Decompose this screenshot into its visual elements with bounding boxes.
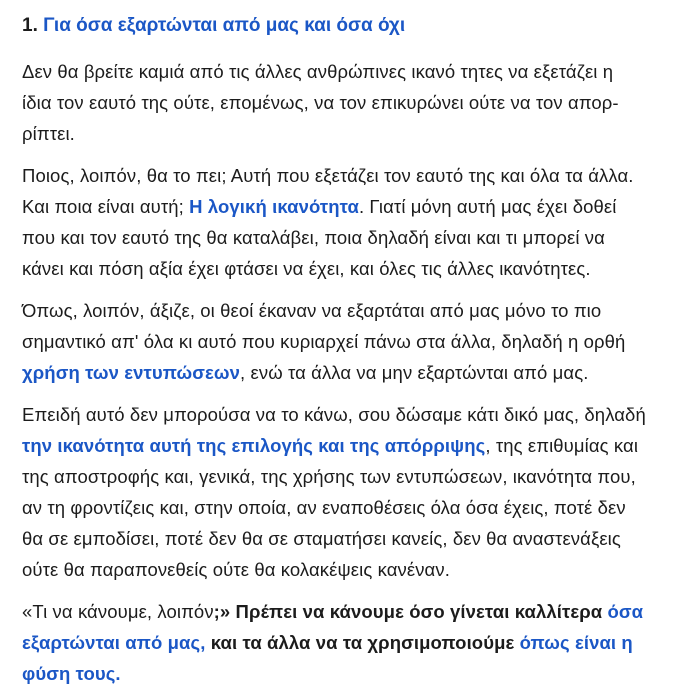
text-run: 1. [22,15,44,36]
emphasis-text: την ικανότητα αυτή της επιλογής και της απόρριψης [22,435,486,456]
text-run: Ποιος, λοιπόν, θα το πει; Αυτή που εξετάζει τον εαυτό της και όλα τα άλλα. [22,165,634,186]
text-line [22,523,680,554]
text-line [22,253,680,284]
text-run: ;» Πρέπει να κάνουμε όσο γίνεται καλλίτερα [213,601,608,622]
text-line [22,326,680,357]
paragraph [22,160,680,284]
text-line [22,295,680,326]
text-line [22,222,680,253]
text-line [22,357,680,388]
text-run: Όπως, λοιπόν, άξιζε, οι θεοί έκαναν να εξαρτάται από μας μόνο το πιο [22,300,602,321]
text-line [22,596,680,627]
text-line [22,492,680,523]
emphasis-text: όσα [607,601,644,622]
text-run: «Τι να κάνουμε, λοιπόν [22,601,214,622]
text-run: και τα άλλα να τα χρησιμοποιούμε [205,632,520,653]
text-run: Επειδή αυτό δεν μπορούσα να το κάνω, σου δώσαμε κάτι δικό μας, δηλαδή [22,404,646,425]
text-line [22,118,680,149]
text-line [22,56,680,87]
text-run: Δεν θα βρείτε καμιά από τις άλλες ανθρώπινες ικανό τητες να εξετάζει η [22,61,614,82]
document-body [22,56,680,689]
emphasis-text: Η λογική ικανότητα [189,196,359,217]
text-run: κάνει και πόση αξία έχει φτάσει να έχει, και όλες τις άλλες ικανότητες. [22,258,591,279]
emphasis-text: εξαρτώνται από μας, [22,632,206,653]
emphasis-text: Για όσα εξαρτώνται από μας και όσα όχι [43,15,406,36]
text-line [22,627,680,658]
text-run: που και τον εαυτό της θα καταλάβει, ποια δηλαδή είναι και τι μπορεί να [22,227,605,248]
text-line [22,399,680,430]
text-line [22,191,680,222]
emphasis-text: φύση τους. [22,663,121,684]
text-run: ούτε θα παραπονεθείς ούτε θα κολακέψεις κανέναν. [22,559,450,580]
text-run: Και ποια είναι αυτή; [22,196,190,217]
text-line [22,160,680,191]
text-run: , της επιθυμίας και [485,435,639,456]
page-title [22,13,680,39]
text-line [22,554,680,585]
text-run: της αποστροφής και, γενικά, της χρήσης των εντυπώσεων, ικανότητα που, [22,466,636,487]
paragraph [22,596,680,689]
paragraph [22,295,680,388]
text-run: αν τη φροντίζεις και, στην οποία, αν εναποθέσεις όλα όσα έχεις, ποτέ δεν [22,497,626,518]
text-run: θα σε εμποδίσει, ποτέ δεν θα σε σταματήσει κανείς, δεν θα αναστενάξεις [22,528,621,549]
text-run: σημαντικό απ' όλα κι αυτό που κυριαρχεί πάνω στα άλλα, δηλαδή η ορθή [22,331,626,352]
text-run: ρίπτει. [22,123,75,144]
emphasis-text: όπως είναι η [519,632,633,653]
text-line [22,430,680,461]
emphasis-text: χρήση των εντυπώσεων [22,362,241,383]
paragraph [22,399,680,585]
text-line [22,87,680,118]
text-run: , ενώ τα άλλα να μην εξαρτώνται από μας. [240,362,589,383]
text-line [22,658,680,689]
paragraph [22,56,680,149]
text-run: . Γιατί μόνη αυτή μας έχει δοθεί [358,196,617,217]
text-run: ίδια τον εαυτό της ούτε, επομένως, να τον επικυρώνει ούτε να τον απορ- [22,92,619,113]
text-line [22,461,680,492]
